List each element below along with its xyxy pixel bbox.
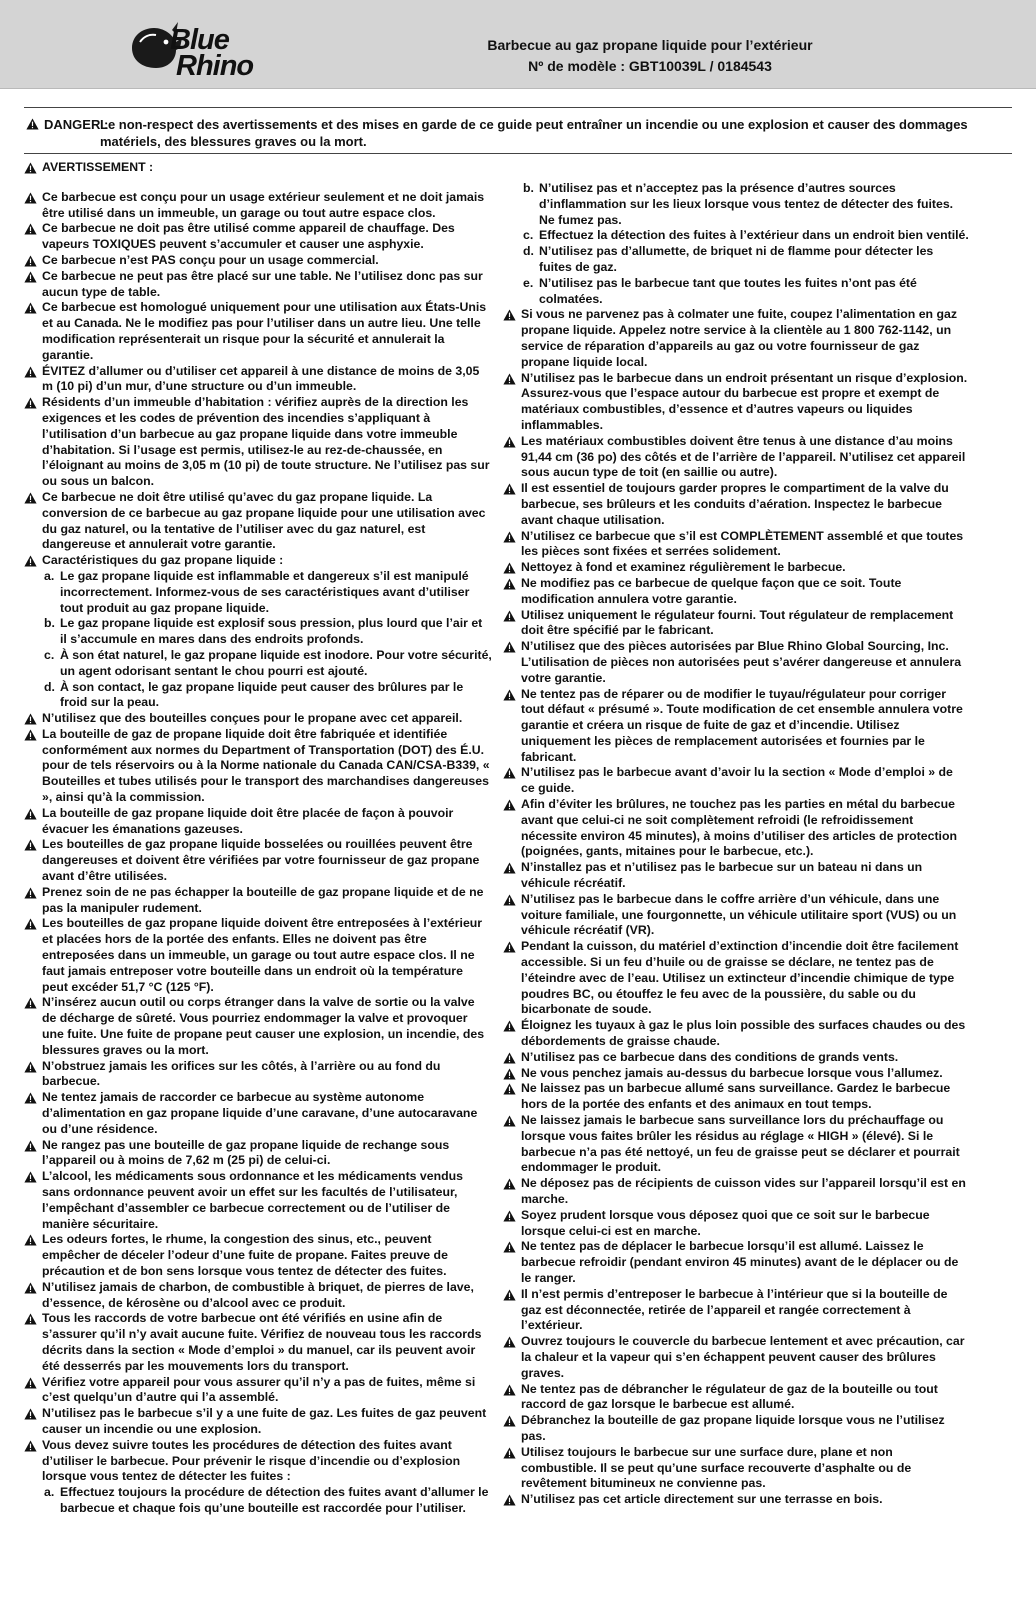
item-text: Ne tentez pas de déplacer le barbecue lorsqu’il est allumé. Laissez le barbecue refroidir (pendant environ 45 minutes) avant de le déplacer ou de le ranger.: [521, 1239, 959, 1285]
warning-item: [24, 995, 492, 1058]
warning-item: [24, 1438, 492, 1485]
warning-triangle-icon: [503, 1336, 516, 1348]
item-text: Ce barbecue est conçu pour un usage extérieur seulement et ne doit jamais être utilisé dans un immeuble, un garage ou tout autre espace clos.: [42, 189, 485, 220]
warning-item: [24, 364, 492, 396]
item-text: Prenez soin de ne pas échapper la bouteille de gaz propane liquide et de ne pas la manipuler rudement.: [42, 884, 484, 915]
warning-triangle-icon: [24, 223, 37, 235]
warning-triangle-icon: [24, 729, 37, 741]
warning-triangle-icon: [24, 255, 37, 267]
warning-triangle-icon: [24, 1377, 37, 1389]
warning-item: [24, 916, 492, 995]
warning-triangle-icon: [24, 1061, 37, 1073]
warning-triangle-icon: [24, 1171, 37, 1183]
warning-item: [24, 1232, 492, 1279]
item-text: Ce barbecue ne doit être utilisé qu’avec du gaz propane liquide. La conversion de ce barbecue au gaz propane liquide pour une utilisation avec du gaz naturel, ou la tentative de l’utiliser avec du gaz naturel, est dangereuse et annulerait votre garantie.: [42, 489, 486, 552]
warning-triangle-icon: [24, 492, 37, 504]
sub-item: [24, 1485, 492, 1517]
warning-item: [24, 1406, 492, 1438]
left-column: [24, 160, 492, 1517]
sub-item: [503, 276, 969, 308]
item-text: N’utilisez pas le barbecue tant que toutes les fuites n’ont pas été colmatées.: [539, 275, 917, 306]
warning-triangle-icon: [503, 1020, 516, 1032]
danger-text: Le non-respect des avertissements et des mises en garde de ce guide peut entraîner un incendie ou une explosion et causer des dommages matériels, des blessures graves ou la mort.: [100, 117, 968, 149]
warning-triangle-icon: [24, 1440, 37, 1452]
item-text: Effectuez toujours la procédure de détection des fuites avant d’allumer le barbecue et chaque fois qu’une bouteille est raccordée pour l’utiliser.: [60, 1485, 489, 1515]
warning-item: [503, 639, 969, 686]
item-text: Débranchez la bouteille de gaz propane liquide lorsque vous ne l’utilisez pas.: [521, 1413, 945, 1443]
item-text: Ne tentez jamais de raccorder ce barbecue au système autonome d’alimentation en gaz propane liquide d’une caravane, d’une autocaravane ou d’une résidence.: [42, 1090, 478, 1136]
warning-item: [503, 560, 969, 576]
warning-triangle-icon: [503, 641, 516, 653]
warning-item: [503, 307, 969, 370]
danger-label: DANGER :: [44, 117, 109, 132]
item-text: Ce barbecue ne doit pas être utilisé comme appareil de chauffage. Des vapeurs TOXIQUES peuvent s’accumuler et causer une asphyxie.: [42, 221, 455, 252]
warning-item: [24, 553, 492, 569]
warning-item: [503, 434, 969, 481]
item-text: Les bouteilles de gaz propane liquide doivent être entreposées à l’extérieur et placées hors de la portée des enfants. Elles ne doivent pas être entreposées dans un immeuble, un garage ou tout autre espace clos. Il ne faut jamais entreposer votre bouteille dans un endroit où la température peut excéder 51,7 °C (125 °F).: [42, 916, 483, 994]
warning-item: [24, 837, 492, 884]
item-text: Tous les raccords de votre barbecue ont été vérifiés en usine afin de s’assurer qu’il n’y avait aucune fuite. Vérifiez de nouveau tous les raccords décrits dans la section « Mode d’emploi » du manuel, car ils peuvent avoir été desserrés par les mouvements lors du transport.: [42, 1311, 482, 1373]
item-text: Il n’est permis d’entreposer le barbecue à l’intérieur que si la bouteille de gaz est déconnectée, retirée de l’appareil et rangée correctement à l’extérieur.: [521, 1286, 948, 1333]
warning-item: [503, 1445, 969, 1492]
item-text: Les odeurs fortes, le rhume, la congestion des sinus, etc., peuvent empêcher de déceler l’odeur d’une fuite de propane. Faites preuve de précaution et de bon sens lorsque vous tentez de détecter des fuites.: [42, 1232, 448, 1278]
item-text: Le gaz propane liquide est inflammable et dangereux s’il est manipulé incorrectement. Informez-vous de ses caractéristiques avant d’utiliser tout produit au gaz propane liquide.: [60, 568, 470, 615]
left-warning-list: [24, 190, 492, 1517]
warning-triangle-icon: [503, 1052, 516, 1064]
sub-item-letter: d.: [523, 244, 534, 259]
sub-item: [503, 228, 969, 244]
warning-triangle-icon: [503, 1494, 516, 1506]
warning-triangle-icon: [503, 1178, 516, 1190]
sub-item-letter: b.: [44, 616, 55, 631]
warning-item: [503, 1050, 969, 1066]
warning-item: [503, 1413, 969, 1445]
sub-item-letter: d.: [44, 679, 55, 694]
item-text: Ne laissez jamais le barbecue sans surveillance lors du préchauffage ou lorsque vous faites brûler les résidus au réglage « HIGH » (élevé). Si le barbecue n’a pas été nettoyé, un feu de graisse peut se déclarer et pourrait endommager le produit.: [521, 1113, 960, 1175]
warning-triangle-icon: [503, 436, 516, 448]
item-text: Il est essentiel de toujours garder propres le compartiment de la valve du barbecue, ses brûleurs et les conduits d’aération. Inspectez le barbecue avant chaque utilisation.: [521, 481, 949, 527]
item-text: Utilisez uniquement le régulateur fourni. Tout régulateur de remplacement doit être spécifié par le fabricant.: [521, 607, 954, 638]
warning-item: [24, 1059, 492, 1091]
warning-item: [24, 1311, 492, 1374]
item-text: ÉVITEZ d’allumer ou d’utiliser cet appareil à une distance de moins de 3,05 m (10 pi) d’un mur, d’une structure ou d’un immeuble.: [42, 363, 480, 394]
item-text: Ne modifiez pas ce barbecue de quelque façon que ce soit. Toute modification annulera votre garantie.: [521, 575, 902, 606]
warning-item: [503, 1334, 969, 1381]
blue-rhino-logo: [128, 14, 298, 82]
item-text: Ne tentez pas de réparer ou de modifier le tuyau/régulateur pour corriger tout défaut « présumé ». Toute modification de cet ensemble annulera votre garantie et créera un risque de fuite de gaz et d’incendie. Utilisez uniquement les pièces de remplacement autorisées et fournies par le fabricant.: [521, 686, 963, 764]
warning-triangle-icon: [26, 118, 39, 130]
item-text: Ce barbecue n’est PAS conçu pour un usage commercial.: [42, 252, 379, 267]
item-text: La bouteille de gaz propane liquide doit être placée de façon à pouvoir évacuer les émanations gazeuses.: [42, 805, 454, 836]
item-text: N’utilisez pas le barbecue dans le coffre arrière d’un véhicule, dans une voiture familiale, une fourgonnette, un véhicule utilitaire sport (VUS) ou un véhicule récréatif (VR).: [521, 891, 957, 938]
warning-triangle-icon: [503, 1384, 516, 1396]
item-text: N’utilisez pas d’allumette, de briquet ni de flamme pour détecter les fuites de gaz.: [539, 244, 934, 274]
warning-item: [24, 395, 492, 490]
item-text: Les bouteilles de gaz propane liquide bosselées ou rouillées peuvent être dangereuses et doivent être vérifiées par votre fournisseur de gaz propane avant d’être utilisées.: [42, 837, 480, 884]
warning-item: [24, 1169, 492, 1232]
warning-triangle-icon: [503, 894, 516, 906]
sub-item: [24, 680, 492, 712]
warning-triangle-icon: [503, 767, 516, 779]
warning-item: [503, 608, 969, 640]
danger-notice: [26, 116, 1011, 150]
warning-heading: [24, 160, 492, 176]
item-text: N’utilisez pas et n’acceptez pas la présence d’autres sources d’inflammation sur les lieux lorsque vous tentez de détecter des fuites. Ne fumez pas.: [539, 181, 954, 227]
warning-triangle-icon: [24, 192, 37, 204]
warning-triangle-icon: [24, 1140, 37, 1152]
sub-item-letter: c.: [523, 228, 534, 243]
warning-triangle-icon: [503, 862, 516, 874]
warning-item: [503, 1176, 969, 1208]
item-text: N’installez pas et n’utilisez pas le barbecue sur un bateau ni dans un véhicule récréatif.: [521, 860, 923, 891]
warning-triangle-icon: [24, 1313, 37, 1325]
sub-item: [24, 569, 492, 616]
item-text: Utilisez toujours le barbecue sur une surface dure, plane et non combustible. Il se peut qu’une surface recouverte d’asphalte ou de revêtement bitumineux ne convienne pas.: [521, 1444, 912, 1491]
document-title: Barbecue au gaz propane liquide pour l’extérieur: [487, 37, 813, 53]
item-text: Ne déposez pas de récipients de cuisson vides sur l’appareil lorsqu’il est en marche.: [521, 1176, 966, 1206]
warning-triangle-icon: [24, 302, 37, 314]
warning-triangle-icon: [24, 271, 37, 283]
warning-item: [24, 1280, 492, 1312]
page-header: [0, 0, 1036, 89]
warning-triangle-icon: [503, 1115, 516, 1127]
item-text: Éloignez les tuyaux à gaz le plus loin possible des surfaces chaudes ou des débordements de graisse chaude.: [521, 1018, 966, 1049]
item-text: Vérifiez votre appareil pour vous assurer qu’il n’y a pas de fuites, même si c’est quelqu’un d’autre qui l’a assemblé.: [42, 1374, 476, 1405]
item-text: Ne vous penchez jamais au-dessus du barbecue lorsque vous l’allumez.: [521, 1065, 943, 1080]
item-text: Pendant la cuisson, du matériel d’extinction d’incendie doit être facilement accessible. Si un feu d’huile ou de graisse se déclare, ne tentez pas de l’éteindre avec de l’eau. Utilisez un extincteur d’incendie chimique de type poudres BC, ou étouffez le feu avec de la poussière, du sable ou du bicarbonate de soude.: [521, 939, 959, 1017]
warning-triangle-icon: [503, 689, 516, 701]
right-warning-list: [503, 181, 969, 1508]
warning-item: [503, 481, 969, 528]
item-text: N’utilisez jamais de charbon, de combustible à briquet, de pierres de lave, d’essence, de kérosène ou d’alcool avec ce produit.: [42, 1279, 474, 1310]
warning-triangle-icon: [503, 799, 516, 811]
item-text: Caractéristiques du gaz propane liquide :: [42, 553, 284, 568]
warning-triangle-icon: [503, 1068, 516, 1080]
warning-triangle-icon: [24, 397, 37, 409]
item-text: Nettoyez à fond et examinez régulièrement le barbecue.: [521, 560, 846, 575]
item-text: N’utilisez pas le barbecue s’il y a une fuite de gaz. Les fuites de gaz peuvent causer un incendie ou une explosion.: [42, 1406, 487, 1436]
item-text: Effectuez la détection des fuites à l’extérieur dans un endroit bien ventilé.: [539, 228, 969, 243]
warning-heading-text: AVERTISSEMENT :: [42, 160, 154, 174]
warning-item: [503, 1113, 969, 1176]
item-text: Ce barbecue est homologué uniquement pour une utilisation aux États-Unis et au Canada. Ne le modifiez pas pour l’utiliser dans un autre lieu. Une telle modification représenterait un risque pour la sécurité et annulerait la garantie.: [42, 300, 487, 362]
warning-triangle-icon: [503, 483, 516, 495]
warning-item: [24, 806, 492, 838]
model-number: Nº de modèle : GBT10039L / 0184543: [528, 58, 772, 74]
warning-item: [503, 1066, 969, 1082]
warning-triangle-icon: [503, 610, 516, 622]
item-text: N’utilisez pas ce barbecue dans des conditions de grands vents.: [521, 1049, 899, 1064]
item-text: N’utilisez ce barbecue que s’il est COMPLÈTEMENT assemblé et que toutes les pièces sont fixées et serrées solidement.: [521, 528, 964, 559]
item-text: Si vous ne parvenez pas à colmater une fuite, coupez l’alimentation en gaz propane liquide. Appelez notre service à la clientèle au 1 800 762-1142, un service de réparation d’appareils au gaz ou votre fournisseur de gaz propane liquide local.: [521, 307, 957, 369]
danger-divider: [24, 153, 1012, 154]
item-text: À son état naturel, le gaz propane liquide est inodore. Pour votre sécurité, un agent odorisant sentant le chou pourri est ajouté.: [60, 647, 492, 678]
warning-item: [503, 1208, 969, 1240]
sub-item: [24, 616, 492, 648]
item-text: Afin d’éviter les brûlures, ne touchez pas les parties en métal du barbecue avant que celui-ci ne soit complètement refroidi (le refroidissement nécessite environ 45 minutes), à moins d’utiliser des articles de protection (poignées, gants, mitaines pour le barbecue, etc.).: [521, 797, 957, 859]
warning-triangle-icon: [24, 555, 37, 567]
item-text: Vous devez suivre toutes les procédures de détection des fuites avant d’utiliser le barbecue. Pour prévenir le risque d’incendie ou d’explosion lorsque vous tentez de détecter les fuites :: [42, 1437, 461, 1484]
item-text: Ne rangez pas une bouteille de gaz propane liquide de rechange sous l’appareil ou à moins de 7,62 m (25 pi) de celui-ci.: [42, 1137, 450, 1168]
sub-item: [24, 648, 492, 680]
warning-item: [503, 576, 969, 608]
warning-item: [503, 939, 969, 1018]
warning-item: [503, 765, 969, 797]
item-text: Le gaz propane liquide est explosif sous pression, plus lourd que l’air et il s’accumule en mares dans des endroits profonds.: [60, 616, 483, 647]
item-text: La bouteille de gaz de propane liquide doit être fabriquée et identifiée conformément aux normes du Department of Transportation (DOT) des É.U. pour de tels réservoirs ou à la Norme nationale du Canada CAN/CSA-B339, « Bouteilles et tubes utilisés pour le transport des marchandises dangereuses », ainsi qu’à la commission.: [42, 726, 490, 805]
item-text: Soyez prudent lorsque vous déposez quoi que ce soit sur le barbecue lorsque celui-ci est en marche.: [521, 1207, 930, 1238]
warning-item: [503, 1239, 969, 1286]
warning-triangle-icon: [24, 1282, 37, 1294]
warning-triangle-icon: [503, 1415, 516, 1427]
sub-item-letter: e.: [523, 275, 534, 290]
warning-item: [24, 269, 492, 301]
warning-triangle-icon: [503, 562, 516, 574]
warning-triangle-icon: [24, 162, 37, 174]
warning-item: [503, 1018, 969, 1050]
warning-item: [503, 1492, 969, 1508]
item-text: N’utilisez pas cet article directement sur une terrasse en bois.: [521, 1492, 883, 1507]
document-title-block: [420, 35, 880, 77]
warning-item: [24, 253, 492, 269]
warning-triangle-icon: [24, 713, 37, 725]
item-text: Les matériaux combustibles doivent être tenus à une distance d’au moins 91,44 cm (36 po) des côtés et de l’arrière de l’appareil. N’utilisez cet appareil sous aucun type de toit (en saillie ou autre).: [521, 433, 966, 480]
item-text: N’utilisez que des bouteilles conçues pour le propane avec cet appareil.: [42, 711, 463, 726]
warning-item: [503, 529, 969, 561]
warning-triangle-icon: [24, 887, 37, 899]
warning-item: [24, 1090, 492, 1137]
brand-line1: Blue: [170, 24, 229, 56]
warning-item: [503, 892, 969, 939]
warning-item: [24, 190, 492, 222]
warning-triangle-icon: [24, 1092, 37, 1104]
sub-item-letter: b.: [523, 181, 534, 195]
item-text: Ne laissez pas un barbecue allumé sans surveillance. Gardez le barbecue hors de la portée des enfants et des animaux en tout temps.: [521, 1081, 951, 1112]
item-text: L’alcool, les médicaments sous ordonnance et les médicaments vendus sans ordonnance peuvent avoir un effet sur les facultés de l’utilisateur, l’empêchant d’assembler ce barbecue correctement ou de l’utiliser de manière sécuritaire.: [42, 1169, 463, 1231]
right-column: [503, 181, 969, 1508]
warning-item: [503, 860, 969, 892]
item-text: À son contact, le gaz propane liquide peut causer des brûlures par le froid sur la peau.: [60, 679, 464, 710]
top-divider: [24, 107, 1012, 108]
item-text: N’utilisez pas le barbecue dans un endroit présentant un risque d’explosion. Assurez-vous que l’espace autour du barbecue est propre et exempt de matériaux combustibles, d’essence et d’autres vapeurs ou liquides inflammables.: [521, 370, 968, 432]
item-text: Ne tentez pas de débrancher le régulateur de gaz de la bouteille ou tout raccord de gaz lorsque le barbecue est allumé.: [521, 1381, 938, 1412]
warning-triangle-icon: [24, 1234, 37, 1246]
warning-triangle-icon: [503, 1083, 516, 1095]
warning-item: [503, 1382, 969, 1414]
warning-triangle-icon: [24, 808, 37, 820]
warning-item: [24, 300, 492, 363]
item-text: Ouvrez toujours le couvercle du barbecue lentement et avec précaution, car la chaleur et la vapeur qui s’en échappent peuvent causer des brûlures graves.: [521, 1334, 965, 1380]
warning-triangle-icon: [503, 1289, 516, 1301]
warning-item: [24, 1138, 492, 1170]
warning-triangle-icon: [24, 997, 37, 1009]
warning-triangle-icon: [503, 578, 516, 590]
warning-item: [24, 885, 492, 917]
warning-triangle-icon: [503, 941, 516, 953]
sub-item: [503, 244, 969, 276]
warning-triangle-icon: [503, 309, 516, 321]
sub-item: [503, 181, 969, 228]
warning-item: [24, 490, 492, 553]
warning-item: [503, 687, 969, 766]
warning-triangle-icon: [24, 1408, 37, 1420]
warning-triangle-icon: [24, 918, 37, 930]
warning-triangle-icon: [503, 373, 516, 385]
sub-item-letter: a.: [44, 568, 55, 583]
warning-item: [503, 1081, 969, 1113]
warning-triangle-icon: [503, 1210, 516, 1222]
warning-triangle-icon: [24, 839, 37, 851]
warning-item: [24, 727, 492, 806]
warning-item: [503, 1287, 969, 1334]
item-text: N’utilisez pas le barbecue avant d’avoir lu la section « Mode d’emploi » de ce guide.: [521, 765, 953, 796]
warning-item: [503, 797, 969, 860]
sub-item-letter: a.: [44, 1485, 55, 1500]
warning-item: [24, 711, 492, 727]
warning-triangle-icon: [24, 366, 37, 378]
item-text: Résidents d’un immeuble d’habitation : vérifiez auprès de la direction les exigences et les codes de prévention des incendies s’appliquant à l’utilisation d’un barbecue au gaz propane liquide dans votre immeuble d’habitation. Si l’usage est permis, utilisez-le au rez-de-chaussée, en l’éloignant au moins de 3,05 m (10 pi) de toute structure. Ne l’utilisez pas sur ou sous un balcon.: [42, 395, 490, 489]
warning-item: [24, 1375, 492, 1407]
brand-line2: Rhino: [176, 50, 254, 82]
warning-triangle-icon: [503, 1241, 516, 1253]
sub-item-letter: c.: [44, 647, 55, 662]
warning-triangle-icon: [503, 1447, 516, 1459]
warning-triangle-icon: [503, 531, 516, 543]
warning-item: [24, 221, 492, 253]
item-text: N’utilisez que des pièces autorisées par Blue Rhino Global Sourcing, Inc. L’utilisation de pièces non autorisées peut s’avérer dangereuse et annulera votre garantie.: [521, 639, 962, 685]
warning-item: [503, 371, 969, 434]
item-text: Ce barbecue ne peut pas être placé sur une table. Ne l’utilisez donc pas sur aucun type de table.: [42, 268, 483, 299]
item-text: N’obstruez jamais les orifices sur les côtés, à l’arrière ou au fond du barbecue.: [42, 1058, 441, 1089]
item-text: N’insérez aucun outil ou corps étranger dans la valve de sortie ou la valve de décharge de sûreté. Vous pourriez endommager la valve et provoquer une fuite. Une fuite de propane peut causer une explosion, un incendie, des blessures graves ou la mort.: [42, 995, 485, 1057]
